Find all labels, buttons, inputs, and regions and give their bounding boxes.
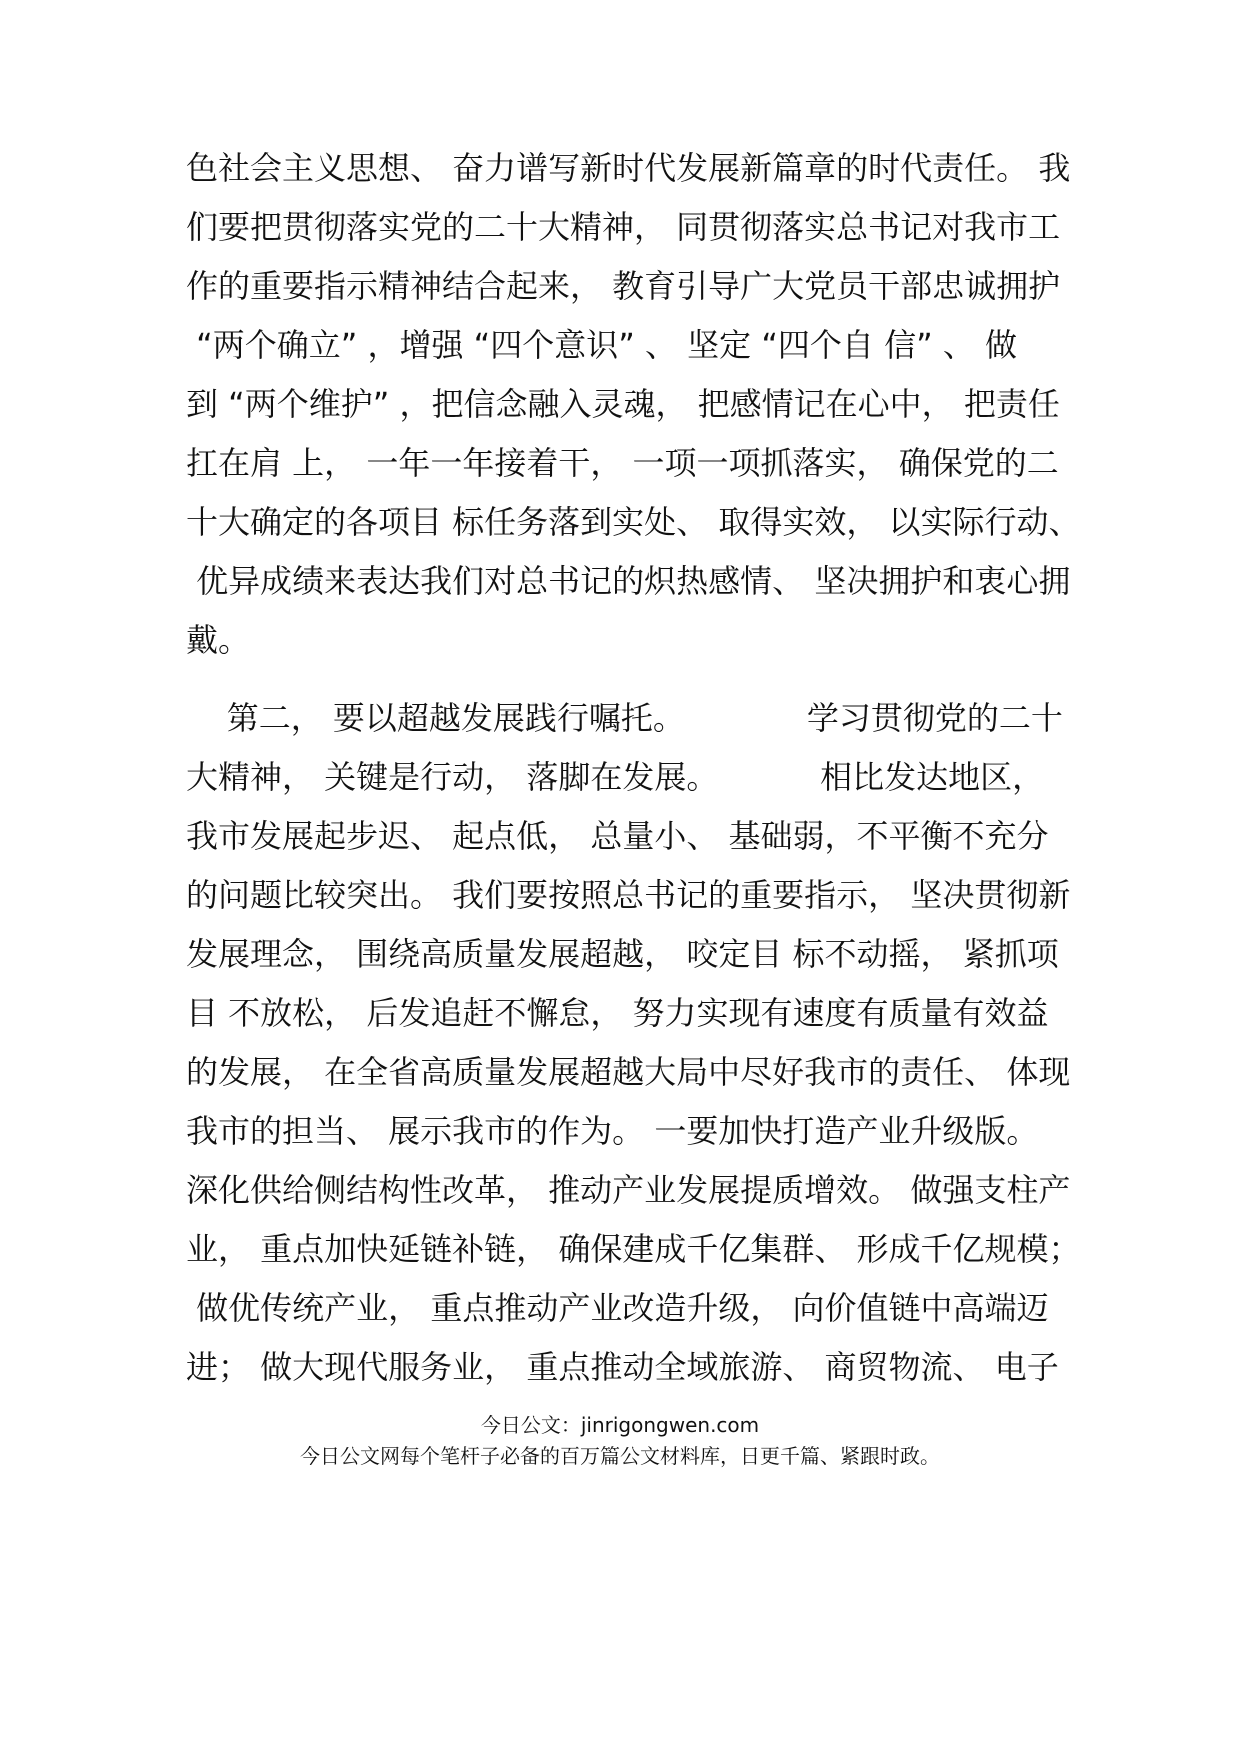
body-line: 我市发展起步迟、 起点低， 总量小、 基础弱，不平衡不充分 xyxy=(186,817,1049,855)
body-line: 第二， 要以超越发展践行嘱托。 学习贯彻党的二十 xyxy=(186,699,1063,737)
body-line: 的发展， 在全省高质量发展超越大局中尽好我市的责任、 体现 xyxy=(186,1053,1071,1091)
body-line: “两个确立” ，增强 “四个意识” 、 坚定 “四个自 信” 、 做 xyxy=(186,326,1018,364)
body-line: 们要把贯彻落实党的二十大精神， 同贯彻落实总书记对我市工 xyxy=(186,208,1061,246)
body-line: 业， 重点加快延链补链， 确保建成千亿集群、 形成千亿规模； xyxy=(186,1230,1081,1268)
body-line: 目 不放松， 后发追赶不懈怠， 努力实现有速度有质量有效益 xyxy=(186,994,1049,1032)
body-line: 十大确定的各项目 标任务落到实处、 取得实效， 以实际行动、 xyxy=(186,503,1081,541)
body-line: 扛在肩 上， 一年一年接着干， 一项一项抓落实， 确保党的二 xyxy=(186,444,1059,482)
body-line: 的问题比较突出。 我们要按照总书记的重要指示， 坚决贯彻新 xyxy=(186,876,1071,914)
body-line: 做优传统产业， 重点推动产业改造升级， 向价值链中高端迈 xyxy=(186,1289,1049,1327)
body-line: 作的重要指示精神结合起来， 教育引导广大党员干部忠诚拥护 xyxy=(186,267,1061,305)
body-line: 色社会主义思想、 奋力谱写新时代发展新篇章的时代责任。 我 xyxy=(186,149,1071,187)
body-line: 优异成绩来表达我们对总书记的炽热感情、 坚决拥护和衷心拥 xyxy=(186,562,1071,600)
body-line: 我市的担当、 展示我市的作为。 一要加快打造产业升级版。 xyxy=(186,1112,1039,1150)
body-line: 戴。 xyxy=(186,621,251,659)
body-line: 大精神， 关键是行动， 落脚在发展。 相比发达地区， xyxy=(186,758,1045,796)
footer-slogan: 今日公文网每个笔杆子必备的百万篇公文材料库，日更千篇、紧跟时政。 xyxy=(300,1444,940,1468)
body-line: 深化供给侧结构性改革， 推动产业发展提质增效。 做强支柱产 xyxy=(186,1171,1071,1209)
body-line: 发展理念， 围绕高质量发展超越， 咬定目 标不动摇， 紧抓项 xyxy=(186,935,1059,973)
body-line: 到 “两个维护” ，把信念融入灵魂， 把感情记在心中， 把责任 xyxy=(186,385,1060,423)
body-line: 进； 做大现代服务业， 重点推动全域旅游、 商贸物流、 电子 xyxy=(186,1348,1059,1386)
footer-site: 今日公文：jinrigongwen.com xyxy=(480,1413,760,1437)
